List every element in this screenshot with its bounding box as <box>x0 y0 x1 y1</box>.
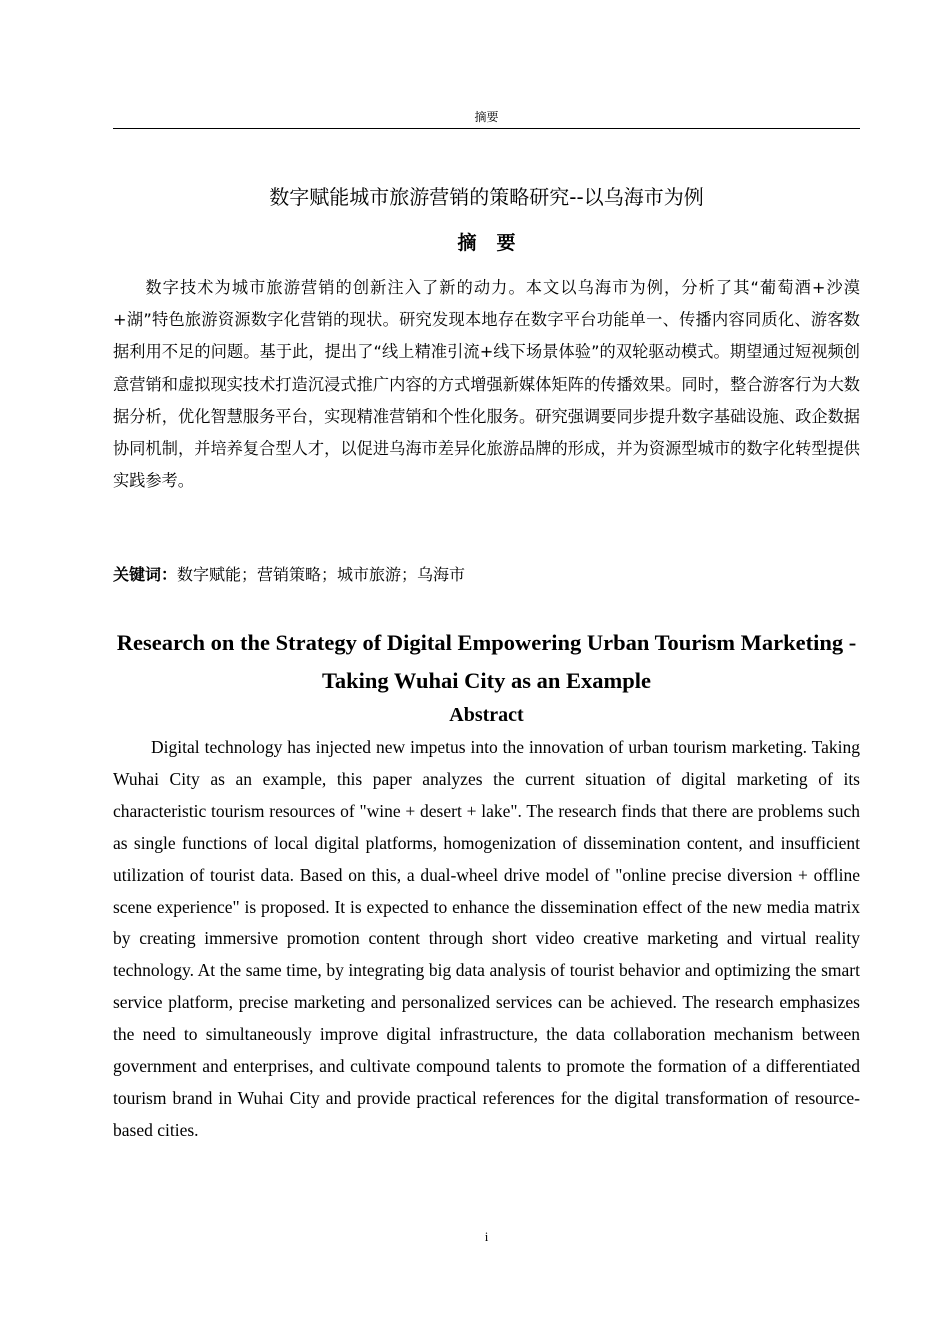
chinese-abstract-heading: 摘要 <box>457 232 536 254</box>
keywords-line <box>113 559 860 591</box>
keywords-list: 数字赋能；营销策略；城市旅游；乌海市 <box>177 565 466 584</box>
page-number: i <box>484 1229 489 1244</box>
english-abstract-heading: Abstract <box>449 704 524 726</box>
english-title: Research on the Strategy of Digital Empowering Urban Tourism Marketing - Taking Wuhai City as an Example <box>116 630 857 693</box>
keywords-label: 关键词： <box>113 565 178 584</box>
chinese-title: 数字赋能城市旅游营销的策略研究--以乌海市为例 <box>269 185 704 209</box>
header-rule <box>113 128 860 129</box>
chinese-abstract-body: 数字技术为城市旅游营销的创新注入了新的动力。本文以乌海市为例，分析了其“葡萄酒+沙漠+湖”特色旅游资源数字化营销的现状。研究发现本地存在数字平台功能单一、传播内容同质化、游客数据利用不足的问题。基于此，提出了“线上精准引流+线下场景体验”的双轮驱动模式。期望通过短视频创意营销和虚拟现实技术打造沉浸式推广内容的方式增强新媒体矩阵的传播效果。同时，整合游客行为大数据分析，优化智慧服务平台，实现精准营销和个性化服务。研究强调要同步提升数字基础设施、政企数据协同机制，并培养复合型人才，以促进乌海市差异化旅游品牌的形成，并为资源型城市的数字化转型提供实践参考。 <box>113 278 860 491</box>
running-header: 摘要 <box>474 110 499 124</box>
english-abstract-body: Digital technology has injected new impetus into the innovation of urban tourism marketing. Taking Wuhai City as an example, this paper analyzes the current situation of digital marketing of its characteristic tourism resources of "wine + desert + lake". The research finds that there are problems such as single functions of local digital platforms, homogenization of dissemination content, and insufficient utilization of tourist data. Based on this, a dual-wheel drive model of "online precise diversion + offline scene experience" is proposed. It is expected to enhance the dissemination effect of the new media matrix by creating immersive promotion content through short video creative marketing and virtual reality technology. At the same time, by integrating big data analysis of tourist behavior and optimizing the smart service platform, precise marketing and personalized services can be achieved. The research emphasizes the need to simultaneously improve digital infrastructure, the data collaboration mechanism between government and enterprises, and cultivate compound talents to promote the formation of a differentiated tourism brand in Wuhai City and provide practical references for the digital transformation of resource-based cities. <box>113 737 860 1140</box>
